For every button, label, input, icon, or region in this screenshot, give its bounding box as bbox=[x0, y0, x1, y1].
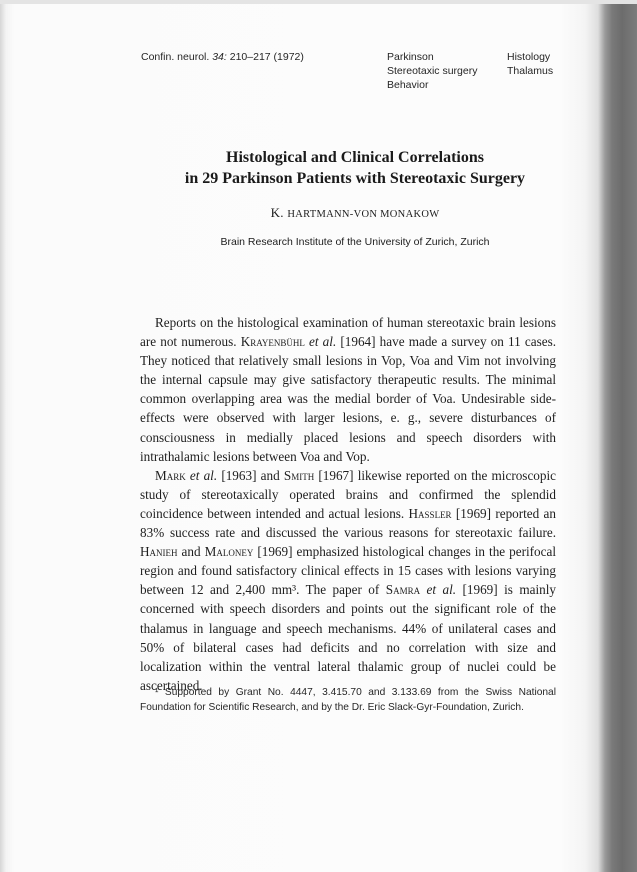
citation-pages: 210–217 (1972) bbox=[226, 51, 304, 63]
keyword: Histology bbox=[507, 51, 551, 63]
keyword: Behavior bbox=[387, 79, 429, 91]
text-run: [1969] reported an 83% success rate and discussed the various reasons for stereotaxic failure. bbox=[140, 505, 556, 541]
cited-author: Samra bbox=[385, 582, 421, 598]
text-run: [1963] and bbox=[217, 467, 284, 483]
keywords-column-1 bbox=[387, 50, 477, 92]
cited-author: Maloney bbox=[204, 544, 254, 560]
citation-journal: Confin. neurol. bbox=[141, 51, 213, 63]
author-name bbox=[100, 205, 610, 221]
cited-author: Krayenbühl bbox=[240, 334, 305, 350]
footnote-text: ¹ Supported by Grant No. 4447, 3.415.70 and 3.133.69 from the Swiss National Foundation for Scientific Research, and by the Dr. Eric Slack-Gyr-Foundation, Zurich. bbox=[140, 687, 556, 713]
footnote bbox=[140, 686, 556, 715]
paragraph-2 bbox=[140, 466, 556, 695]
article-title bbox=[100, 147, 610, 189]
author-initial: K. bbox=[270, 205, 288, 220]
text-run: and bbox=[177, 544, 205, 560]
et-al: et al. bbox=[304, 334, 337, 350]
cited-author: Hanieh bbox=[140, 544, 178, 560]
author-affiliation: Brain Research Institute of the University of Zurich, Zurich bbox=[220, 236, 490, 248]
cited-author: Smith bbox=[283, 467, 315, 483]
keywords-column-2 bbox=[507, 50, 553, 78]
title-line-2: in 29 Parkinson Patients with Stereotaxic Surgery bbox=[184, 170, 526, 187]
text-run: [1964] have made a survey on 11 cases. They noticed that relatively small lesions in Vop, Voa and Vim not involving the internal capsule may give satisfactory therapeutic results. The minimal common overlapping area was the medial border of Voa. Undesirable side-effects were observed with larger lesions, e. g., severe disturbances of consciousness in medially placed lesions and speech disorders with intrathalamic lesions between Voa and Vop. bbox=[140, 334, 556, 464]
et-al: et al. bbox=[420, 582, 457, 598]
keyword: Thalamus bbox=[507, 65, 554, 77]
citation-volume: 34: bbox=[212, 51, 227, 63]
keyword: Stereotaxic surgery bbox=[387, 65, 478, 77]
cited-author: Hassler bbox=[408, 505, 452, 521]
article-body bbox=[140, 313, 556, 695]
keyword: Parkinson bbox=[387, 51, 434, 63]
author-surname: HARTMANN-VON MONAKOW bbox=[287, 209, 440, 220]
et-al: et al. bbox=[185, 467, 218, 483]
text-run: [1969] emphasized histological changes in the perifocal region and found satisfactory clinical effects in 15 cases with lesions varying between 12 and 2,400 mm³. The paper of bbox=[140, 544, 557, 598]
paragraph-1 bbox=[140, 313, 556, 466]
journal-citation bbox=[141, 50, 304, 64]
title-line-1: Histological and Clinical Correlations bbox=[226, 149, 484, 166]
text-run: [1969] is mainly concerned with speech disorders and points out the significant role of the thalamus in language and speech mechanisms. 44% of unilateral cases and 50% of bilateral cases had deficits and no correlation with size and localization within the ventral lateral thalamic group of nuclei could be ascertained. bbox=[140, 582, 556, 693]
text-run: [1967] likewise reported on the microscopic study of stereotaxically operated brains and confirmed the splendid coincidence between intended and actual lesions. bbox=[140, 467, 556, 521]
text-run: Reports on the histological examination of human stereotaxic brain lesions are not numerous. bbox=[140, 315, 556, 350]
cited-author: Mark bbox=[155, 467, 186, 483]
